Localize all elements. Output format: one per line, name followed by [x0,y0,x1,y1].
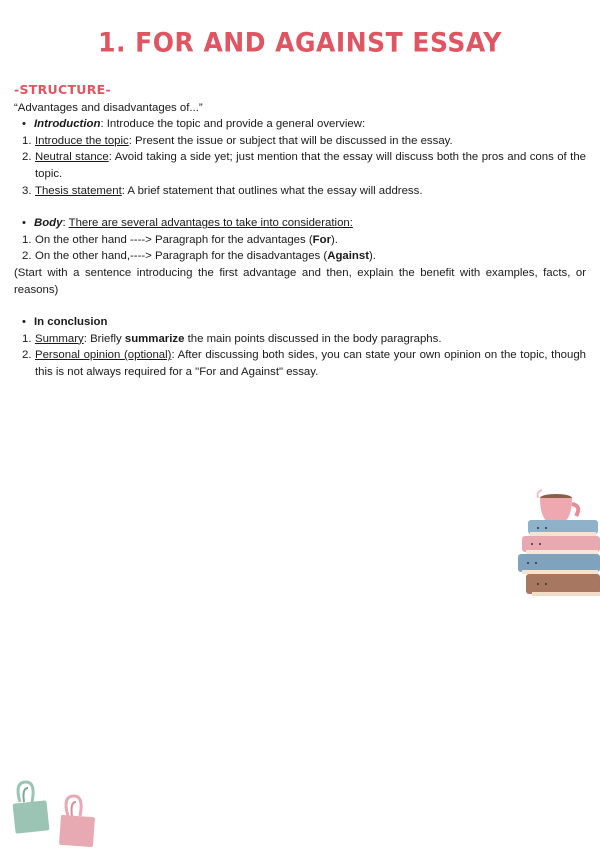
item-text: the main points discussed in the body paragraphs. [184,332,442,345]
list-item: 1. On the other hand ----> Paragraph for the advantages (For). [22,233,338,246]
body-note: (Start with a sentence introducing the first advantage and then, explain the benefit with examples, facts, or reasons) [14,266,586,296]
item-term: Summary [35,332,84,345]
structure-heading: -STRUCTURE- [14,82,111,97]
document-body [14,82,586,381]
item-term: Thesis statement [35,184,122,197]
item-text: On the other hand ----> Paragraph for the advantages ( [35,233,313,246]
item-text: On the other hand,----> Paragraph for the disadvantages ( [35,250,328,263]
list-item: 1. Summary: Briefly summarize the main points discussed in the body paragraphs. [22,332,442,345]
item-term: Personal opinion (optional) [35,349,172,362]
introduction-heading-rest: : Introduce the topic and provide a general overview: [100,118,366,131]
item-text: : After discussing both sides, you can state your own opinion on the topic, though this is not always required for a "For and Against" essay. [35,349,586,378]
books-mug-illustration [516,488,600,608]
intro-quote: “Advantages and disadvantages of...” [14,101,203,114]
item-text: ). [369,250,376,263]
item-text: ). [331,233,338,246]
body-heading-rest: There are several advantages to take into consideration: [68,217,353,230]
bullet-dot: • [22,316,26,329]
conclusion-heading: In conclusion [34,316,108,329]
bullet-dot: • [22,118,26,131]
item-bold: Against [327,250,369,263]
binder-clips-illustration [10,778,100,848]
list-item: 3. Thesis statement: A brief statement that outlines what the essay will address. [22,184,423,197]
item-bold: For [312,233,332,246]
list-item: 2. Personal opinion (optional): After discussing both sides, you can state your own opinion on the topic, though this is not always required for a "For and Against" essay. [22,349,586,378]
item-text: : Avoid taking a side yet; just mention that the essay will discuss both the pros and cons of the topic. [35,151,586,180]
item-term: Introduce the topic [35,134,129,147]
conclusion-bullet [14,314,586,331]
list-item: 1. Introduce the topic: Present the issue or subject that will be discussed in the essay. [22,134,453,147]
page-title: 1. FOR AND AGAINST ESSAY [98,27,502,58]
introduction-heading: Introduction [34,118,101,131]
item-text: : A brief statement that outlines what the essay will address. [121,184,423,197]
item-text: : Present the issue or subject that will be discussed in the essay. [128,134,453,147]
list-item: 2. Neutral stance: Avoid taking a side yet; just mention that the essay will discuss both the pros and cons of the topic. [22,151,586,180]
body-bullet [14,215,586,232]
item-text: : Briefly [83,332,125,345]
bullet-dot: • [22,217,26,230]
item-term: Neutral stance [35,151,109,164]
item-bold: summarize [124,332,185,345]
body-heading-sep: : [62,217,69,230]
introduction-bullet [14,116,586,133]
body-heading: Body [34,217,63,230]
list-item: 2. On the other hand,----> Paragraph for the disadvantages (Against). [22,250,376,263]
